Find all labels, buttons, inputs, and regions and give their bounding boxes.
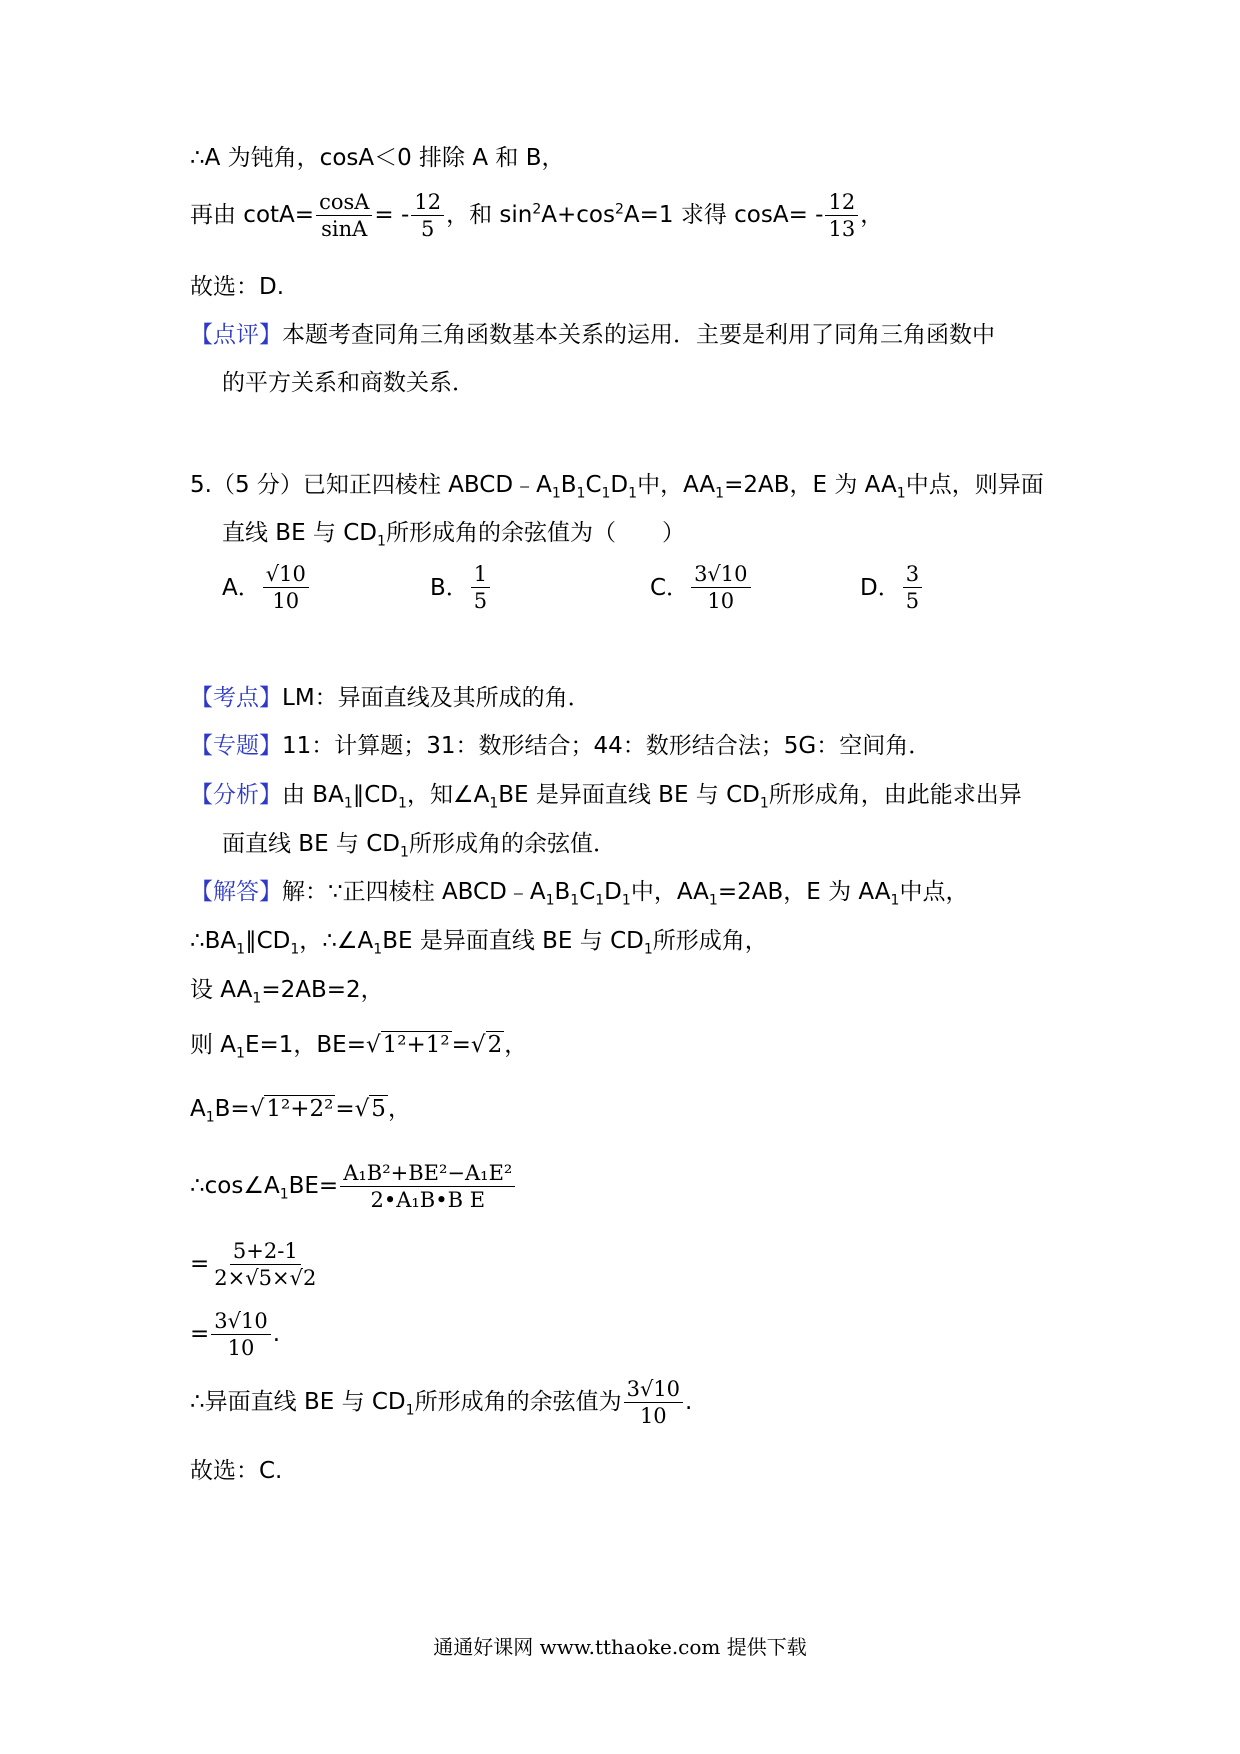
option-a: A． $\frac{√10}{10}$	[222, 562, 311, 613]
comment-line-1: 【点评】本题考查同角三角函数基本关系的运用．主要是利用了同角三角函数中	[190, 322, 995, 348]
fraction-cosine-law: $\frac{\text{A₁B²+BE²−A₁E²}}{\text{2•A₁B•B E}}$	[340, 1161, 515, 1212]
fraction-numeric: $\frac{5+2-1}{2\times√5\times√2}$	[214, 1239, 317, 1290]
prev-line-1: ∴A 为钝角，cosA＜0 排除 A 和 B，	[190, 145, 565, 171]
answer-line-5: $A_1B=√1^2+2^2=√5$，	[190, 1096, 411, 1126]
answer-line-6: $\therefore\cos\angle A_1BE=$ $\frac{\text{A₁B²+BE²−A₁E²}}{\text{2•A₁B•B E}}$	[190, 1158, 517, 1214]
footer-credit: 通通好课网 www.tthaoke.com 提供下载	[433, 1635, 807, 1659]
answer-line-8: = $\frac{3√10}{10}$ .	[190, 1309, 281, 1360]
comment-tag: 【点评】	[190, 322, 282, 348]
option-b: B． $\frac{1}{5}$	[430, 562, 492, 613]
answer-line-2: $\therefore BA_1\parallel CD_1$，$\therefore\angle A_1BE$ 是异面直线 BE 与 $CD_1$所形成角，	[190, 928, 768, 958]
kaodian-line: 【考点】LM：异面直线及其所成的角．	[190, 685, 591, 711]
radical-be: 1²+1²	[382, 1032, 450, 1058]
option-d: D． $\frac{3}{5}$	[860, 562, 924, 613]
radical-a1b: 1²+2²	[266, 1096, 334, 1122]
zhuanti-line: 【专题】11：计算题；31：数形结合；44：数形结合法；5G：空间角．	[190, 733, 932, 759]
answer-line-1: 【解答】解：∵正四棱柱 $ABCD﹣A_1B_1C_1D_1$中，$AA_1=2AB$，E 为 $AA_1$中点，	[190, 879, 969, 909]
fenxi-line-2: 面直线 BE 与 $CD_1$所形成角的余弦值．	[222, 831, 616, 861]
kaodian-tag: 【考点】	[190, 685, 282, 711]
answer-line-7: = $\frac{5+2-1}{2\times√5\times√2}$	[190, 1236, 321, 1292]
fenxi-tag: 【分析】	[190, 782, 282, 808]
fraction-result: $\frac{3√10}{10}$	[211, 1309, 270, 1360]
option-c: C． $\frac{3√10}{10}$	[650, 562, 753, 613]
prev-line-2: 再由 cotA= $\frac{\cos A}{\sin A}$ = - $\frac{12}{5}$ ，和 $\sin^2A+\cos^2A=1$ 求得 cosA= - $\frac{12}{13}$ ，	[190, 190, 884, 241]
question-5-line-2: 直线 BE 与 $CD_1$所形成角的余弦值为（ ）	[222, 520, 685, 550]
answer-line-3: 设 $AA_1=2AB=2$，	[190, 977, 384, 1007]
answer-tag: 【解答】	[190, 879, 282, 905]
answer-line-9: ∴异面直线 BE 与 $CD_1$所形成角的余弦值为 $\frac{3√10}{10}$ .	[190, 1377, 693, 1428]
answer-line-4: 则 $A_1E=1$，BE=√1²+1²=√2，	[190, 1032, 528, 1062]
fraction-cos-sin: $\frac{\cos A}{\sin A}$	[316, 190, 372, 241]
answer-choice: 故选：C.	[190, 1458, 283, 1484]
fraction-12-5: $\frac{12}{5}$	[411, 190, 444, 241]
fraction-final: $\frac{3√10}{10}$	[624, 1377, 683, 1428]
comment-line-2: 的平方关系和商数关系．	[222, 370, 475, 396]
fenxi-line-1: 【分析】由 $BA_1\parallel CD_1$，知$\angle A_1BE$ 是异面直线 BE 与 $CD_1$所形成角，由此能求出异	[190, 782, 1022, 812]
zhuanti-tag: 【专题】	[190, 733, 282, 759]
fraction-12-13: $\frac{12}{13}$	[825, 190, 858, 241]
question-5-line-1: 5.（5 分）已知正四棱柱 $ABCD﹣A_1B_1C_1D_1$中，$AA_1=2AB$，E 为 $AA_1$中点，则异面	[190, 472, 1044, 502]
prev-choice: 故选：D.	[190, 274, 285, 300]
